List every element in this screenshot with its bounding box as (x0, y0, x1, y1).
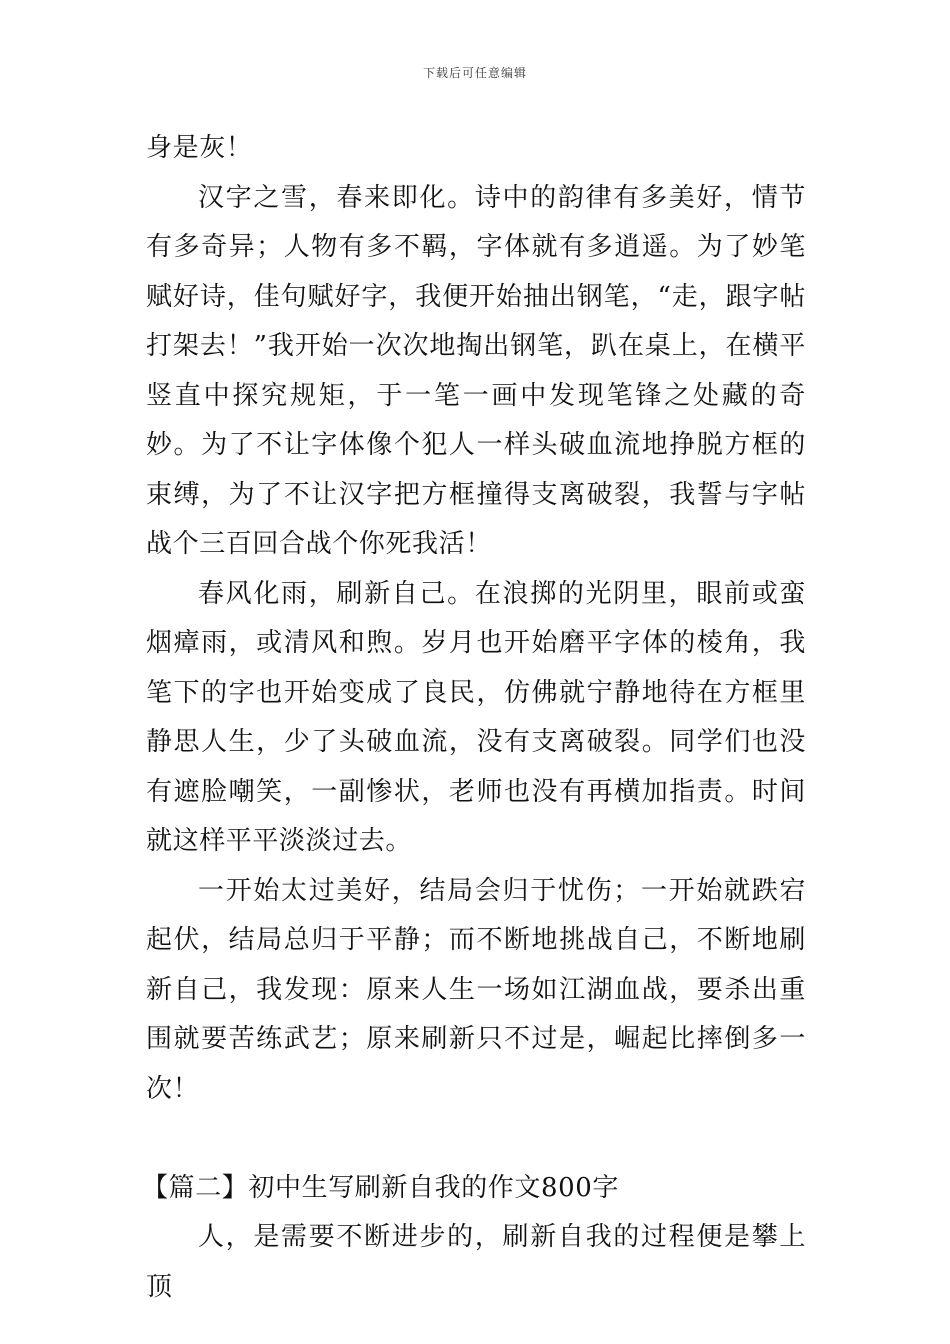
paragraph: 汉字之雪，春来即化。诗中的韵律有多美好，情节有多奇异；人物有多不羁，字体就有多逍遥。为了妙笔赋好诗，佳句赋好字，我便开始抽出钢笔，“走，跟字帖打架去！”我开始一次次地掏出钢笔，趴在桌上，在横平竖直中探究规矩，于一笔一画中发现笔锋之处藏的奇妙。为了不让字体像个犯人一样头破血流地挣脱方框的束缚，为了不让汉字把方框撞得支离破裂，我誓与字帖战个三百回合战个你死我活！ (146, 182, 806, 559)
page-header-note: 下载后可任意编辑 (422, 66, 527, 80)
paragraph-continued: 身是灰！ (146, 133, 253, 163)
paragraph: 人，是需要不断进步的，刷新自我的过程便是攀上顶 (146, 1222, 806, 1302)
document-body (142, 124, 806, 1312)
paragraph: 一开始太过美好，结局会归于忧伤；一开始就跌宕起伏，结局总归于平静；而不断地挑战自己，不断地刷新自己，我发现：原来人生一场如江湖血战，要杀出重围就要苦练武艺；原来刷新只不过是，崛起比摔倒多一次！ (146, 875, 806, 1104)
paragraph: 春风化雨，刷新自己。在浪掷的光阴里，眼前或蛮烟瘴雨，或清风和煦。岁月也开始磨平字体的棱角，我笔下的字也开始变成了良民，仿佛就宁静地待在方框里静思人生，少了头破血流，没有支离破裂。同学们也没有遮脸嘲笑，一副惨状，老师也没有再横加指责。时间就这样平平淡淡过去。 (146, 578, 806, 856)
section-heading: 【篇二】初中生写刷新自我的作文800字 (142, 1172, 620, 1203)
section-gap (146, 1114, 806, 1164)
